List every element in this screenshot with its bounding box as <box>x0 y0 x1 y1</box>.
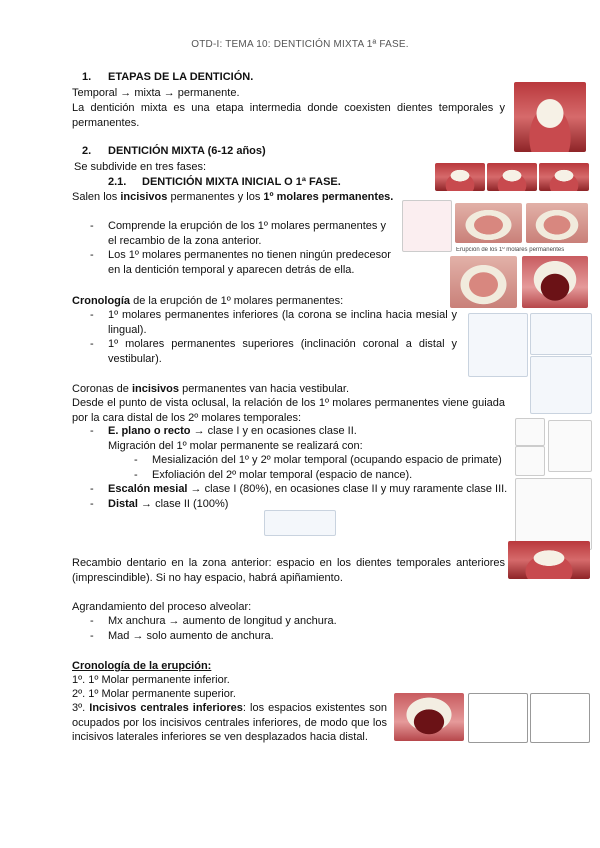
escalon-item <box>72 482 508 497</box>
section-1-number: 1. <box>82 71 92 83</box>
section-2-number: 2. <box>82 145 92 157</box>
lower-incisors-photo <box>394 693 464 741</box>
subsection-heading <box>108 175 341 190</box>
erupcion-l3-rest: : los espacios existentes son ocupados por los incisivos centrales inferiores, de modo que los incisivos laterales inferiores se ven desplazados hacia distal. <box>72 702 387 743</box>
migracion-line: Migración del 1º molar permanente se realizará con: <box>108 439 363 452</box>
cronologia-erupcion-title: Cronología de la erupción: <box>72 660 212 672</box>
occlusion-diagram-1 <box>548 420 592 472</box>
list-item: - 1º molares permanentes superiores (inclinación coronal a distal y vestibular). <box>72 337 457 366</box>
bullet-dash: - <box>90 497 94 510</box>
section-1-paragraph: La dentición mixta es una etapa intermedia donde coexisten dientes temporales y permanentes. <box>72 102 505 129</box>
plano-diagram <box>515 418 545 446</box>
occlusal-photo-1 <box>450 256 517 308</box>
section-2-bullets <box>72 219 397 277</box>
incisor-sketch-1 <box>468 693 528 743</box>
migracion-subitems <box>72 453 512 482</box>
section-2-heading <box>82 144 266 159</box>
cronologia-erupcion-heading <box>72 659 211 674</box>
lower-arch-photo <box>526 203 588 243</box>
erupcion-l3-bold: Incisivos centrales inferiores <box>89 702 243 714</box>
coronas-text-a: Coronas de <box>72 383 132 395</box>
smile-photo-2 <box>487 163 537 191</box>
subsection-title: DENTICIÓN MIXTA INICIAL O 1ª FASE. <box>142 176 341 188</box>
erupcion-line-3 <box>72 701 387 745</box>
incisor-sketch-2 <box>530 693 590 743</box>
distal-label: Distal <box>108 497 138 510</box>
salen-paragraph <box>72 190 394 205</box>
recambio-paragraph: Recambio dentario en la zona anterior: espacio en los dientes temporales anteriores (imprescindible). Si no hay espacio, habrá apiñamiento. <box>72 557 505 584</box>
occlusion-diagram-2 <box>515 478 592 550</box>
escalon-rest: → clase I (80%), en ocasiones clase II y muy raramente clase III. <box>187 483 508 495</box>
agrandamiento-heading: Agrandamiento del proceso alveolar: <box>72 601 252 613</box>
coronas-line <box>72 382 349 397</box>
list-item: - Mx anchura → aumento de longitud y anchura. <box>72 614 432 629</box>
cronologia-bullets <box>72 308 457 366</box>
smile-photo-3 <box>539 163 589 191</box>
list-item: - 1º molares permanentes inferiores (la corona se inclina hacia mesial y lingual). <box>72 308 457 337</box>
salen-text-b: incisivos <box>120 191 168 203</box>
molar-diagram <box>402 200 452 252</box>
arch-diagram-lower <box>530 356 592 414</box>
section-1-line: Temporal → mixta → permanente. <box>72 87 240 99</box>
salen-text-d: 1º molares permanentes. <box>263 191 394 203</box>
page-header: OTD-I: TEMA 10: DENTICIÓN MIXTA 1ª FASE. <box>191 39 409 50</box>
cronologia-heading <box>72 294 343 309</box>
salen-text-c: permanentes y los <box>167 191 264 203</box>
arch-diagram-upper <box>530 313 592 355</box>
plano-label: E. plano o recto <box>108 425 191 437</box>
salen-text-a: Salen los <box>72 191 121 203</box>
cronologia-label: Cronología <box>72 295 131 307</box>
plano-block <box>72 424 512 511</box>
agrandamiento-bullets <box>72 614 432 643</box>
bullet-dash: - <box>90 425 94 437</box>
section-1-heading <box>82 70 253 85</box>
mixed-dentition-photo <box>514 82 586 152</box>
escalon-label: Escalón mesial <box>108 483 188 495</box>
cronologia-rest: de la erupción de 1º molares permanentes: <box>130 295 344 307</box>
distal-diagram <box>264 510 336 536</box>
distal-item <box>72 497 512 512</box>
section-2-intro: Se subdivide en tres fases: <box>74 161 207 173</box>
coronas-text-c: permanentes van hacia vestibular. <box>179 383 350 395</box>
coronas-paragraph: Desde el punto de vista oclusal, la relación de los 1º molares permanentes viene guiada por la cara distal de los 2º molares temporales: <box>72 397 505 424</box>
bullet-dash: - <box>90 483 94 495</box>
list-item: - Exfoliación del 2º molar temporal (espacio de nance). <box>72 468 512 483</box>
erupcion-line-2: 2º. 1º Molar permanente superior. <box>72 688 236 700</box>
erupcion-line-1: 1º. 1º Molar permanente inferior. <box>72 674 230 686</box>
section-1-title: ETAPAS DE LA DENTICIÓN. <box>108 71 254 83</box>
list-item: - Mad → solo aumento de anchura. <box>72 629 432 644</box>
image-caption: Erupción de los 1º molares permanentes <box>456 247 565 253</box>
subsection-number: 2.1. <box>108 176 127 188</box>
occlusal-photo-2 <box>522 256 588 308</box>
coronas-text-b: incisivos <box>131 383 180 395</box>
anterior-teeth-photo <box>508 541 590 579</box>
mesial-diagram <box>515 446 545 476</box>
distal-rest: → clase II (100%) <box>137 497 229 510</box>
list-item: - Comprende la erupción de los 1º molares permanentes y el recambio de la zona anterior. <box>72 219 397 248</box>
smile-photo-1 <box>435 163 485 191</box>
plano-rest: → clase I y en ocasiones clase II. <box>190 425 357 437</box>
upper-arch-photo <box>455 203 522 243</box>
list-item: - Los 1º molares permanentes no tienen ningún predecesor en la dentición temporal y aparecen detrás de ella. <box>72 248 397 277</box>
molar-eruption-diagram <box>468 313 528 377</box>
list-item: - Mesialización del 1º y 2º molar temporal (ocupando espacio de primate) <box>72 453 512 468</box>
section-2-title: DENTICIÓN MIXTA (6-12 años) <box>108 145 266 157</box>
plano-item <box>72 424 512 439</box>
erupcion-l3-num: 3º. <box>72 702 90 714</box>
